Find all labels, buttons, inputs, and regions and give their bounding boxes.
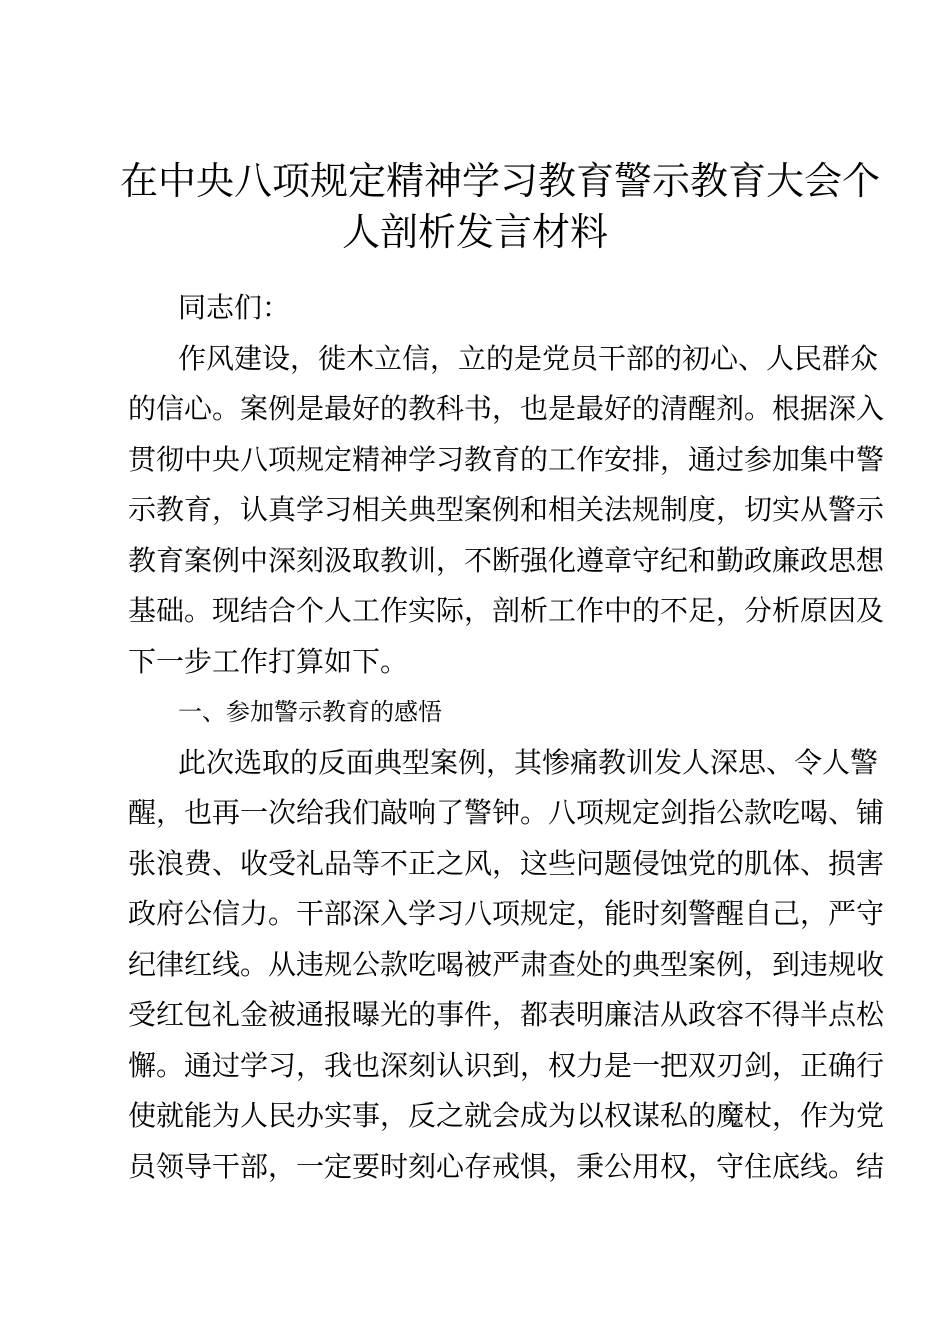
document-title bbox=[120, 156, 881, 258]
paragraph-1-line: 基础。现结合个人工作实际，剖析工作中的不足，分析原因及 bbox=[128, 594, 885, 627]
paragraph-2-line: 张浪费、收受礼品等不正之风，这些问题侵蚀党的肌体、损害 bbox=[128, 846, 885, 880]
paragraph-2-line: 政府公信力。干部深入学习八项规定，能时刻警醒自己，严守 bbox=[128, 897, 885, 930]
paragraph-2-line: 此次选取的反面典型案例，其惨痛教训发人深思、令人警 bbox=[178, 745, 879, 779]
paragraph-1 bbox=[128, 334, 885, 688]
paragraph-2-line: 受红包礼金被通报曝光的事件，都表明廉洁从政容不得半点松 bbox=[128, 998, 885, 1031]
paragraph-2-line: 懈。通过学习，我也深刻认识到，权力是一把双刃剑，正确行 bbox=[128, 1048, 885, 1082]
title-line-1: 在中央八项规定精神学习教育警示教育大会个 bbox=[120, 159, 881, 203]
paragraph-2-line: 纪律红线。从违规公款吃喝被严肃查处的典型案例，到违规收 bbox=[128, 947, 885, 981]
paragraph-2 bbox=[128, 738, 885, 1193]
paragraph-1-line: 教育案例中深刻汲取教训，不断强化遵章守纪和勤政廉政思想 bbox=[128, 543, 885, 577]
title-line-2: 人剖析发言材料 bbox=[341, 210, 608, 254]
salutation: 同志们： bbox=[178, 291, 291, 324]
paragraph-1-line: 示教育，认真学习相关典型案例和相关法规制度，切实从警示 bbox=[128, 493, 885, 526]
paragraph-1-line: 作风建设，徙木立信，立的是党员干部的初心、人民群众 bbox=[178, 341, 879, 375]
paragraph-2-line: 醒，也再一次给我们敲响了警钟。八项规定剑指公款吃喝、铺 bbox=[128, 796, 885, 829]
section-1-heading: 一、参加警示教育的感悟 bbox=[178, 698, 442, 726]
paragraph-2-line: 员领导干部，一定要时刻心存戒惧，秉公用权，守住底线。结 bbox=[128, 1149, 885, 1183]
document-body bbox=[128, 283, 885, 1192]
paragraph-1-line: 下一步工作打算如下。 bbox=[128, 644, 409, 678]
paragraph-1-line: 的信心。案例是最好的教科书，也是最好的清醒剂。根据深入 bbox=[128, 392, 885, 425]
paragraph-2-line: 使就能为人民办实事，反之就会成为以权谋私的魔杖，作为党 bbox=[128, 1099, 885, 1132]
paragraph-1-line: 贯彻中央八项规定精神学习教育的工作安排，通过参加集中警 bbox=[128, 442, 885, 476]
